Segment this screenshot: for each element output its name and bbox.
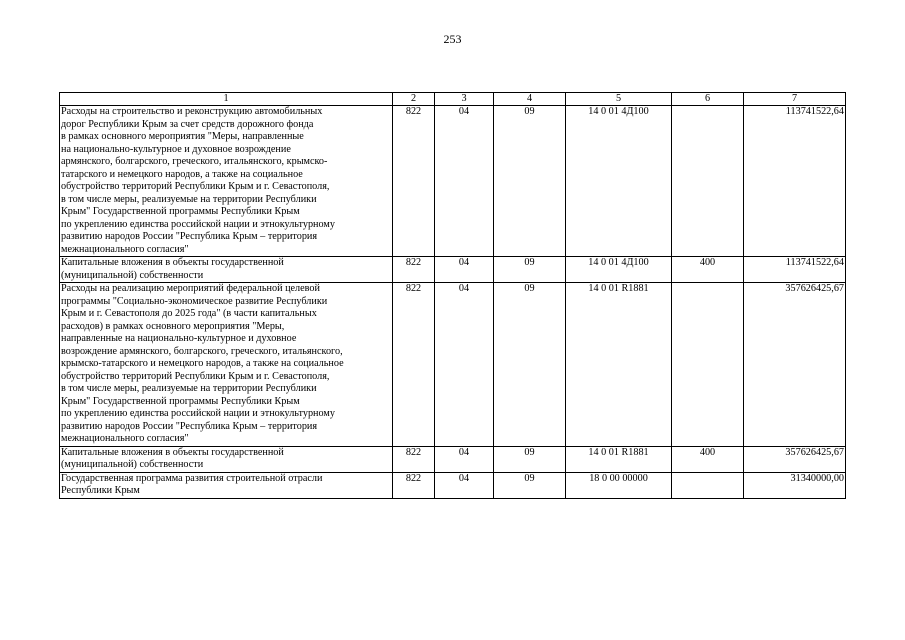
section-code: 04 [435,106,494,257]
target-article-code: 14 0 01 4Д100 [566,106,672,257]
section-code: 04 [435,472,494,498]
table-row [60,446,846,472]
budget-table [59,92,846,499]
target-article-code: 18 0 00 00000 [566,472,672,498]
row-description: Капитальные вложения в объекты государственной (муниципальной) собственности [60,446,393,472]
table-row [60,257,846,283]
expense-type-code: 400 [672,257,744,283]
ministry-code: 822 [393,283,435,447]
amount: 113741522,64 [744,257,846,283]
target-article-code: 14 0 01 R1881 [566,283,672,447]
page-number: 253 [443,32,462,46]
ministry-code: 822 [393,446,435,472]
row-description: Капитальные вложения в объекты государственной (муниципальной) собственности [60,257,393,283]
column-header: 3 [435,93,494,106]
column-header: 2 [393,93,435,106]
expense-type-code [672,283,744,447]
column-header: 4 [494,93,566,106]
amount: 113741522,64 [744,106,846,257]
target-article-code: 14 0 01 R1881 [566,446,672,472]
amount: 357626425,67 [744,446,846,472]
amount: 31340000,00 [744,472,846,498]
row-description: Государственная программа развития строительной отрасли Республики Крым [60,472,393,498]
expense-type-code: 400 [672,446,744,472]
section-code: 04 [435,283,494,447]
header-row [60,93,846,106]
ministry-code: 822 [393,106,435,257]
expense-type-code [672,106,744,257]
column-header: 5 [566,93,672,106]
subsection-code: 09 [494,283,566,447]
section-code: 04 [435,446,494,472]
subsection-code: 09 [494,446,566,472]
column-header: 6 [672,93,744,106]
section-code: 04 [435,257,494,283]
amount: 357626425,67 [744,283,846,447]
table-row [60,106,846,257]
ministry-code: 822 [393,472,435,498]
subsection-code: 09 [494,106,566,257]
subsection-code: 09 [494,472,566,498]
target-article-code: 14 0 01 4Д100 [566,257,672,283]
row-description: Расходы на строительство и реконструкцию автомобильных дорог Республики Крым за счет средств дорожного фонда в рамках основного мероприятия "Меры, направленные на национально-культурное и духовное возрождение армянского, болгарского, греческого, итальянского, крымско- татарского и немецкого народов, а также на социальное обустройство территорий Республики Крым и г. Севастополя, в том числе меры, реализуемые на территории Республики Крым" Государственной программы Республики Крым по укреплению единства российской нации и этнокультурному развитию народов России "Республика Крым – территория межнационального согласия" [60,106,393,257]
row-description: Расходы на реализацию мероприятий федеральной целевой программы "Социально-экономическое развитие Республики Крым и г. Севастополя до 2025 года" (в части капитальных расходов) в рамках основного мероприятия "Меры, направленные на национально-культурное и духовное возрождение армянского, болгарского, греческого, итальянского, крымско-татарского и немецкого народов, а также на социальное обустройство территорий Республики Крым и г. Севастополя, в том числе меры, реализуемые на территории Республики Крым" Государственной программы Республики Крым по укреплению единства российской нации и этнокультурному развитию народов России "Республика Крым – территория межнационального согласия" [60,283,393,447]
column-header: 1 [60,93,393,106]
table-row [60,283,846,447]
expense-type-code [672,472,744,498]
table-row [60,472,846,498]
ministry-code: 822 [393,257,435,283]
subsection-code: 09 [494,257,566,283]
column-header: 7 [744,93,846,106]
